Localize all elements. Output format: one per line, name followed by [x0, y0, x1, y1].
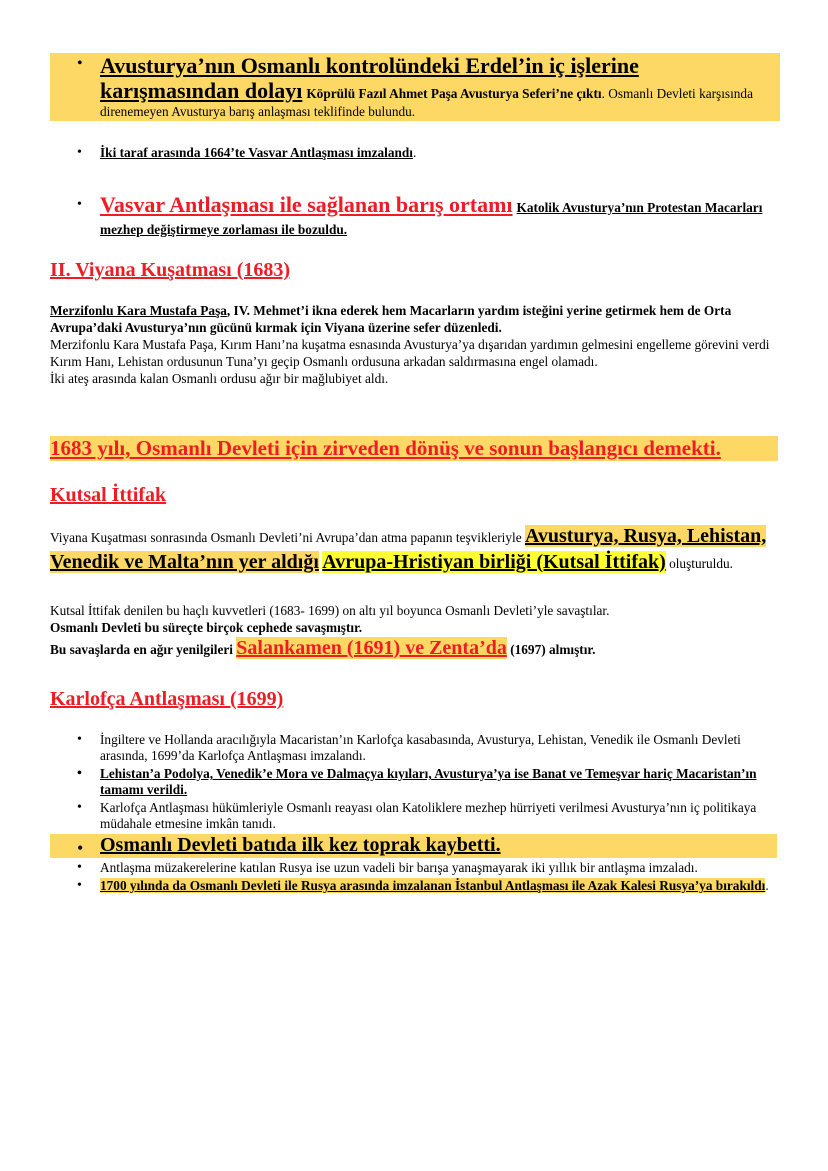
list-item: • Osmanlı Devleti batıda ilk kez toprak kaybetti. — [50, 834, 777, 858]
bullet-icon: • — [77, 197, 82, 212]
bullet-icon: • — [77, 145, 82, 160]
list-item: • Karlofça Antlaşması hükümleriyle Osmanlı reayası olan Katoliklere mezhep hürriyeti verilmesi Avusturya’nın iç politikaya müdahale etmesine imkân tanıdı. — [77, 800, 757, 831]
defeats-text: Salankamen (1691) ve Zenta’da — [236, 637, 507, 659]
document-page: • Avusturya’nın Osmanlı kontrolündeki Erdel’in iç işlerine karışmasından dolayı Köprülü Fazıl Ahmet Paşa Avusturya Seferi’ne çıktı. Osmanlı Devleti karşısında direnemeyen Avusturya barış anlaşması teklifinde bulundu. • İki taraf arasında 1664’te Vasvar Antlaşması imzalandı. • Vasvar Antlaşması ile sağlanan barış ortamı Katolik Avusturya’nın Protestan Macarları mezhep değiştirmeye zorlaması ile bozuldu. II. Viyana Kuşatması (1683) Merzifonlu Kara Mustafa Paşa, IV. Mehmet’i ikna ederek hem Macarların yardım isteğini yerine getirmek hem de Orta Avrupa’daki Avusturya’nın gücünü kırmak için Viyana üzerine sefer düzenledi. Merzifonlu Kara Mustafa Paşa, Kırım Hanı’na kuşatma esnasında Avusturya’ya dışarıdan yardımın gelmesini engelleme görevini verdi Kırım Hanı, Lehistan ordusunun Tuna’yı geçip Osmanlı ordusuna arkadan saldırmasına engel olamadı. İki ateş arasında kalan Osmanlı ordusu ağır bir mağlubiyet aldı. 1683 yılı, Osmanlı Devleti için zirveden dönüş ve sonun başlangıcı demekti. Kutsal İttifak Viyana Kuşatması sonrasında Osmanlı Devleti’ni Avrupa’dan atma papanın teşvikleriyle Avusturya, Rusya, Lehistan, Venedik ve Malta’nın yer aldığı Avrupa-Hristiyan birliği (Kutsal İttifak) oluşturuldu. Kutsal İttifak denilen bu haçlı kuvvetleri (1683- 1699) on altı yıl boyunca Osmanlı Devleti’yle savaştılar. Osmanlı Devleti bu süreçte birçok cephede savaşmıştır. Bu savaşlarda en ağır yenilgileri Salankamen (1691) ve Zenta’da (1697) almıştır. Karlofça Antlaşması (1699) • İngiltere ve Hollanda aracılığıyla Macaristan’ın Karlofça kasabasında, Avusturya, Lehistan, Venedik ile Osmanlı Devleti arasında, 1699’da Karlofça Antlaşması imzalandı. • Lehistan’a Podolya, Venedik’e Mora ve Dalmaçya kıyıları, Avusturya’ya ise Banat ve Temeşvar hariç Macaristan’ın tamamı verildi. • Karlofça Antlaşması hükümleriyle Osmanlı reayası olan Katoliklere mezhep hürriyeti verilmesi Avusturya’nın iç politikaya müdahale etmesine imkân tanıdı. • Osmanlı Devleti batıda ilk kez toprak kaybetti. • Antlaşma müzakerelerine katılan Rusya ise uzun vadeli bir barışa yanaşmayarak iki yıllık bir antlaşma imzaladı. • 1700 yılında da Osmanlı Devleti ile Rusya arasında imzalanan İstanbul Antlaşması ile Azak Kalesi Rusya’ya bırakıldı. — [0, 0, 828, 1171]
siege-line-3: Kırım Hanı, Lehistan ordusunun Tuna’yı geçip Osmanlı ordusuna arkadan saldırmasına engel olamadı. — [50, 354, 598, 369]
karlowitz-heading: Karlofça Antlaşması (1699) — [50, 688, 284, 710]
league-line-4: Bu savaşlarda en ağır yenilgileri Salankamen (1691) ve Zenta’da (1697) almıştır. — [50, 637, 596, 659]
list-item: • 1700 yılında da Osmanlı Devleti ile Rusya arasında imzalanan İstanbul Antlaşması ile Azak Kalesi Rusya’ya bırakıldı. — [77, 878, 769, 893]
koprulu-text: Köprülü Fazıl Ahmet Paşa Avusturya Seferi’ne çıktı — [306, 86, 602, 101]
list-item: • Antlaşma müzakerelerine katılan Rusya ise uzun vadeli bir barışa yanaşmayarak iki yıllık bir antlaşma imzaladı. — [77, 860, 698, 875]
erdel-rest-text: . Osmanlı Devleti karşısında direnemeyen Avusturya barış anlaşması teklifinde bulundu. — [100, 86, 753, 119]
vasvar-broken-text: Katolik Avusturya’nın Protestan Macarları mezhep değiştirmeye zorlaması ile bozuldu. — [100, 200, 763, 237]
list-item: • İngiltere ve Hollanda aracılığıyla Macaristan’ın Karlofça kasabasında, Avusturya, Lehistan, Venedik ile Osmanlı Devleti arasında, 1699’da Karlofça Antlaşması imzalandı. — [77, 732, 741, 763]
bullet-icon: • — [77, 838, 84, 858]
bullet-icon: • — [77, 732, 82, 747]
turning-point-text: 1683 yılı, Osmanlı Devleti için zirveden dönüş ve sonun başlangıcı demekti. — [50, 436, 721, 460]
bullet-icon: • — [77, 766, 82, 781]
siege-paragraph: Merzifonlu Kara Mustafa Paşa, IV. Mehmet’i ikna ederek hem Macarların yardım isteğini yerine getirmek hem de Orta Avrupa’daki Avusturya’nın gücünü kırmak için Viyana üzerine sefer düzenledi. Merzifonlu Kara Mustafa Paşa, Kırım Hanı’na kuşatma esnasında Avusturya’ya dışarıdan yardımın gelmesini engelleme görevini verdi Kırım Hanı, Lehistan ordusunun Tuna’yı geçip Osmanlı ordusuna arkadan saldırmasına engel olamadı. İki ateş arasında kalan Osmanlı ordusu ağır bir mağlubiyet aldı. — [50, 302, 775, 387]
league-details — [50, 602, 775, 662]
siege-heading: II. Viyana Kuşatması (1683) — [50, 259, 291, 281]
league-paragraph: Viyana Kuşatması sonrasında Osmanlı Devleti’ni Avrupa’dan atma papanın teşvikleriyle Avusturya, Rusya, Lehistan, Venedik ve Malta’nın yer aldığı Avrupa-Hristiyan birliği (Kutsal İttifak) oluşturuldu. — [50, 525, 767, 573]
erdel-heading-text: Avusturya’nın Osmanlı kontrolündeki Erdel’in iç işlerine karışmasından dolayı — [100, 53, 639, 103]
league-line-3: Osmanlı Devleti bu süreçte birçok cephede savaşmıştır. — [50, 620, 363, 635]
karlowitz-list — [77, 732, 777, 896]
bullet-icon: • — [77, 800, 82, 815]
bullet-icon: • — [77, 860, 82, 875]
league-heading: Kutsal İttifak — [50, 484, 167, 506]
bullet-icon: • — [77, 55, 83, 72]
vasvar-signed-text: İki taraf arasında 1664’te Vasvar Antlaşması imzalandı — [100, 145, 413, 160]
siege-line-4: İki ateş arasında kalan Osmanlı ordusu ağır bir mağlubiyet aldı. — [50, 371, 389, 386]
vasvar-peace-text: Vasvar Antlaşması ile sağlanan barış ortamı — [100, 192, 513, 217]
list-item: • Lehistan’a Podolya, Venedik’e Mora ve Dalmaçya kıyıları, Avusturya’ya ise Banat ve Temeşvar hariç Macaristan’ın tamamı verildi. — [77, 766, 757, 797]
bullet-erdel — [50, 53, 780, 121]
bullet-icon: • — [77, 878, 82, 893]
league-line-2: Kutsal İttifak denilen bu haçlı kuvvetleri (1683- 1699) on altı yıl boyunca Osmanlı Devleti’yle savaştılar. — [50, 603, 610, 618]
merzifonlu-link-text: Merzifonlu Kara Mustafa Paşa — [50, 303, 227, 318]
holy-league-text: Avrupa-Hristiyan birliği (Kutsal İttifak) — [322, 551, 666, 573]
turning-point-banner — [50, 436, 778, 461]
league-members-text: Avusturya, Rusya, Lehistan, Venedik ve Malta’nın yer aldığı — [50, 525, 767, 573]
siege-line-2: Merzifonlu Kara Mustafa Paşa, Kırım Hanı’na kuşatma esnasında Avusturya’ya dışarıdan yardımın gelmesini engelleme görevini verdi — [50, 337, 770, 352]
